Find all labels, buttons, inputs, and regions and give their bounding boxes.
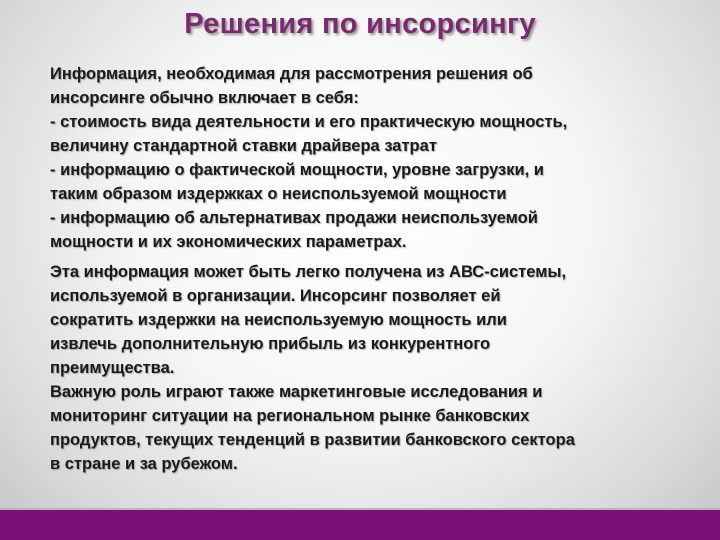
text-line: преимущества. <box>50 359 175 377</box>
text-line: - информацию об альтернативах продажи неиспользуемой <box>50 209 538 227</box>
text-line: используемой в организации. Инсорсинг позволяет ей <box>50 287 501 305</box>
text-line: сократить издержки на неиспользуемую мощность или <box>50 311 507 329</box>
slide-title: Решения по инсорсингу <box>184 8 536 40</box>
text-line: - стоимость вида деятельности и его практическую мощность, <box>50 113 568 131</box>
text-line: продуктов, текущих тенденций в развитии банковского сектора <box>50 431 575 449</box>
text-line: Важную роль играют также маркетинговые исследования и <box>50 383 543 401</box>
text-line: Информация, необходимая для рассмотрения решения об <box>50 65 533 83</box>
text-line: инсорсинге обычно включает в себя: <box>50 89 359 107</box>
footer-bar <box>0 510 720 540</box>
text-line: извлечь дополнительную прибыль из конкурентного <box>50 335 491 353</box>
paragraph-information-requirements <box>50 62 700 254</box>
text-line: Эта информация может быть легко получена из АВС-системы, <box>50 263 567 281</box>
text-line: мощности и их экономических параметрах. <box>50 233 407 251</box>
text-line: мониторинг ситуации на региональном рынке банковских <box>50 407 530 425</box>
text-line: таким образом издержках о неиспользуемой мощности <box>50 185 507 203</box>
text-line: величину стандартной ставки драйвера затрат <box>50 137 437 155</box>
text-line: в стране и за рубежом. <box>50 455 238 473</box>
paragraph-abc-system <box>50 260 700 476</box>
text-line: - информацию о фактической мощности, уровне загрузки, и <box>50 161 544 179</box>
slide-body <box>50 62 700 476</box>
